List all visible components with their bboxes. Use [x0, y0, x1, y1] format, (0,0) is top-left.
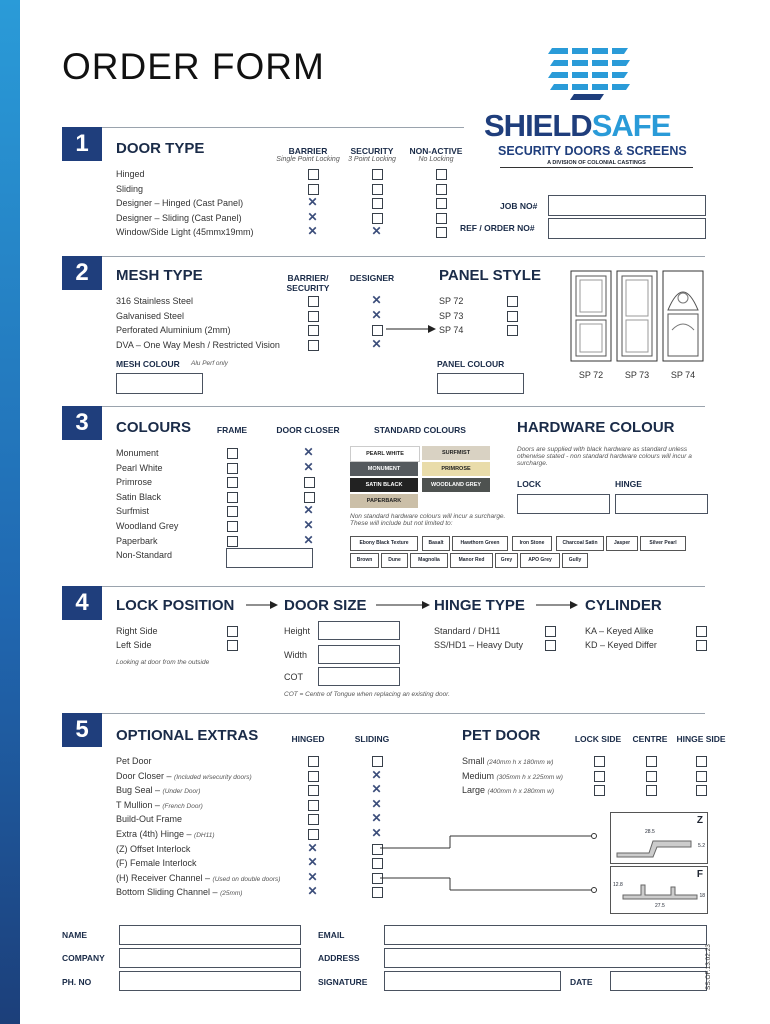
- colour-row-label: Pearl White: [116, 462, 163, 473]
- pet-position-checkbox[interactable]: [594, 756, 605, 767]
- address-label: ADDRESS: [318, 953, 360, 963]
- name-field[interactable]: [119, 925, 301, 945]
- panel-style-heading: PANEL STYLE: [439, 267, 541, 284]
- non-standard-chip: Iron Stone: [512, 536, 552, 551]
- arrow-icon: [246, 600, 278, 610]
- col-standard-colours: STANDARD COLOURS: [374, 425, 466, 435]
- mesh-row-label: 316 Stainless Steel: [116, 296, 194, 306]
- panel-checkbox[interactable]: [507, 296, 518, 307]
- company-label: COMPANY: [62, 953, 105, 963]
- panel-sp73-label: SP 73: [624, 370, 650, 380]
- standard-colour-swatch: WOODLAND GREY: [422, 478, 490, 492]
- mesh-checkbox[interactable]: [372, 325, 383, 336]
- panel-sp74-drawing: [662, 270, 704, 362]
- lock-position-heading: LOCK POSITION: [116, 597, 235, 614]
- extra-note: (Used on double doors): [212, 875, 281, 883]
- z-interlock-drawing: [610, 812, 708, 864]
- panel-colour-field[interactable]: [437, 373, 524, 394]
- colour-row-label: Monument: [116, 448, 159, 458]
- col-designer: DESIGNER: [349, 273, 395, 283]
- section-3-number: 3: [62, 406, 102, 440]
- pet-size-label: [462, 756, 553, 766]
- phone-label: PH. NO: [62, 977, 92, 987]
- brand-logo: [484, 40, 709, 175]
- extra-name: (F) Female Interlock: [116, 858, 197, 869]
- z-profile-icon: [615, 835, 695, 859]
- pet-position-checkbox[interactable]: [696, 785, 707, 796]
- door-closer-x-icon: ✕: [303, 532, 314, 547]
- door-type-checkbox[interactable]: [436, 213, 447, 224]
- colours-heading: COLOURS: [116, 419, 191, 436]
- col-door-closer: DOOR CLOSER: [276, 425, 340, 435]
- panel-row-label: SP 72: [439, 296, 464, 306]
- section-1-number: 1: [62, 127, 102, 161]
- non-standard-chip: Dune: [381, 553, 408, 568]
- door-type-row-label: Designer – Sliding (Cast Panel): [116, 212, 242, 223]
- extra-name: (Z) Offset Interlock: [116, 843, 191, 854]
- extra-row-label: [116, 858, 197, 868]
- non-standard-chip: Silver Pearl: [640, 536, 686, 551]
- f-dim-height: 12.8: [613, 882, 623, 888]
- non-standard-chip: APO Grey: [520, 553, 560, 568]
- keyed-differ-label: KD – Keyed Differ: [585, 640, 657, 650]
- z-dim-height: 5.2: [698, 843, 705, 849]
- interlock-leader-lines: [380, 828, 620, 898]
- col-barrier-sub: Single Point Locking: [276, 156, 340, 163]
- non-standard-chip: Magnolia: [410, 553, 448, 568]
- door-closer-checkbox[interactable]: [304, 477, 315, 488]
- cot-note: COT = Centre of Tongue when replacing an existing door.: [284, 691, 450, 698]
- brand-name-a: SHIELD: [484, 108, 592, 143]
- standard-colour-swatch: PEARL WHITE: [350, 446, 420, 462]
- pet-size-name: Large: [462, 785, 488, 796]
- extra-note: (Included w/security doors): [174, 773, 252, 781]
- frame-checkbox[interactable]: [227, 521, 238, 532]
- extra-x-icon: ✕: [371, 811, 382, 826]
- colour-row-label: Primrose: [116, 477, 153, 488]
- extra-x-icon: ✕: [371, 782, 382, 797]
- hinge-colour-label: HINGE: [615, 479, 642, 489]
- company-field[interactable]: [119, 948, 301, 968]
- hardware-colour-heading: HARDWARE COLOUR: [517, 419, 675, 436]
- ref-no-field[interactable]: [548, 218, 706, 239]
- col-non-active: NON-ACTIVE: [409, 146, 463, 156]
- door-type-checkbox[interactable]: [436, 184, 447, 195]
- f-profile-icon: [621, 881, 701, 901]
- extra-checkbox[interactable]: [308, 771, 319, 782]
- z-dim-width: 28.5: [645, 829, 655, 835]
- pet-size-label: [462, 771, 563, 781]
- document-code: SS.OF.13.02.23: [705, 944, 712, 990]
- mesh-colour-field[interactable]: [116, 373, 203, 394]
- non-standard-chip: Basalt: [422, 536, 450, 551]
- mesh-checkbox[interactable]: [308, 325, 319, 336]
- panel-checkbox[interactable]: [507, 325, 518, 336]
- brand-name-b: SAFE: [591, 108, 671, 143]
- door-size-heading: DOOR SIZE: [284, 597, 367, 614]
- door-type-x-icon: ✕: [307, 209, 318, 224]
- frame-checkbox[interactable]: [227, 448, 238, 459]
- mesh-x-icon: ✕: [371, 336, 382, 351]
- col-frame: FRAME: [216, 425, 248, 435]
- mesh-x-icon: ✕: [371, 307, 382, 322]
- col-sliding: SLIDING: [354, 734, 390, 744]
- extra-x-icon: ✕: [307, 855, 318, 870]
- hinge-colour-field[interactable]: [615, 494, 708, 514]
- panel-sp74-label: SP 74: [670, 370, 696, 380]
- door-type-checkbox[interactable]: [436, 169, 447, 180]
- extra-name: Door Closer –: [116, 770, 175, 781]
- colour-row-label: Woodland Grey: [116, 521, 179, 531]
- extra-name: T Mullion –: [116, 799, 163, 810]
- door-closer-x-icon: ✕: [303, 459, 314, 474]
- keyed-differ-checkbox[interactable]: [696, 640, 707, 651]
- hinge-type-heading: HINGE TYPE: [434, 597, 525, 614]
- f-dim-width: 27.5: [655, 903, 665, 909]
- mesh-colour-label: MESH COLOUR: [116, 359, 180, 369]
- frame-checkbox[interactable]: [227, 477, 238, 488]
- shield-logo-icon: [544, 42, 634, 104]
- non-standard-chip: Gully: [562, 553, 588, 568]
- f-label: F: [696, 869, 703, 880]
- date-label: DATE: [570, 977, 593, 987]
- section-3-rule: [102, 406, 705, 407]
- door-type-x-icon: ✕: [307, 224, 318, 239]
- cot-label: COT: [284, 672, 303, 682]
- col-hinged: HINGED: [291, 734, 325, 744]
- extra-name: Bug Seal –: [116, 785, 163, 796]
- email-field[interactable]: [384, 925, 707, 945]
- width-label: Width: [284, 650, 308, 660]
- door-type-checkbox[interactable]: [308, 184, 319, 195]
- address-field[interactable]: [384, 948, 707, 968]
- door-type-row-label: Window/Side Light (45mmx19mm): [116, 227, 254, 238]
- extra-checkbox[interactable]: [308, 756, 319, 767]
- brand-tagline: SECURITY DOORS & SCREENS: [498, 144, 687, 158]
- mesh-checkbox[interactable]: [308, 296, 319, 307]
- extra-checkbox[interactable]: [308, 800, 319, 811]
- extra-row-label: [116, 785, 200, 795]
- extra-name: (H) Receiver Channel –: [116, 872, 213, 883]
- extra-checkbox[interactable]: [308, 814, 319, 825]
- hardware-colour-note: Doors are supplied with black hardware as standard unless otherwise stated - non standard hardware colours will incur a surcharge.: [517, 446, 692, 467]
- extra-x-icon: ✕: [371, 796, 382, 811]
- extra-name: Build-Out Frame: [116, 814, 183, 825]
- pet-position-checkbox[interactable]: [646, 756, 657, 767]
- non-standard-chip: Ebony Black Texture: [350, 536, 418, 551]
- frame-checkbox[interactable]: [227, 492, 238, 503]
- right-side-checkbox[interactable]: [227, 626, 238, 637]
- cylinder-heading: CYLINDER: [585, 597, 662, 614]
- extra-note: (French Door): [162, 802, 203, 810]
- height-field[interactable]: [318, 621, 400, 640]
- extra-note: (25mm): [220, 890, 243, 898]
- door-type-row-label: Designer – Hinged (Cast Panel): [116, 198, 244, 209]
- extra-row-label: [116, 829, 215, 839]
- door-type-x-icon: ✕: [307, 195, 318, 210]
- non-standard-chip: Hawthorn Green: [452, 536, 508, 551]
- col-barrier-security: BARRIER/ SECURITY: [286, 273, 330, 293]
- extra-checkbox[interactable]: [308, 785, 319, 796]
- panel-row-label: SP 73: [439, 310, 464, 321]
- standard-colour-swatch: PAPERBARK: [350, 494, 418, 508]
- job-no-field[interactable]: [548, 195, 706, 216]
- door-type-x-icon: ✕: [371, 224, 382, 239]
- extra-row-label: [116, 771, 252, 781]
- name-label: NAME: [62, 930, 88, 940]
- col-lock-side: LOCK SIDE: [574, 734, 622, 744]
- pet-size-dims: (305mm h x 225mm w): [496, 773, 563, 781]
- door-closer-x-icon: ✕: [303, 445, 314, 459]
- col-hinge-side: HINGE SIDE: [676, 734, 726, 744]
- ref-no-label: REF / ORDER NO#: [460, 223, 535, 233]
- non-standard-chip: Manor Red: [450, 553, 493, 568]
- standard-colour-swatch: MONUMENT: [350, 462, 418, 476]
- non-standard-note: Non standard hardware colours will incur a surcharge. These will include but not limited to:: [350, 513, 506, 527]
- door-closer-x-icon: ✕: [303, 518, 314, 532]
- panel-row-label: SP 74: [439, 325, 464, 336]
- section-5-rule: [102, 713, 705, 714]
- extra-x-icon: ✕: [307, 884, 318, 899]
- extra-row-label: [116, 887, 242, 897]
- arrow-icon: [376, 600, 430, 610]
- extra-x-icon: ✕: [371, 826, 382, 840]
- section-1-rule: [102, 127, 464, 128]
- pet-position-checkbox[interactable]: [646, 771, 657, 782]
- optional-extras-heading: OPTIONAL EXTRAS: [116, 727, 259, 744]
- pet-size-dims: (400mm h x 280mm w): [487, 788, 554, 796]
- extra-row-label: [116, 814, 182, 824]
- phone-field[interactable]: [119, 971, 301, 991]
- col-security: SECURITY: [350, 146, 394, 156]
- panel-checkbox[interactable]: [507, 311, 518, 322]
- pet-position-checkbox[interactable]: [594, 785, 605, 796]
- door-type-checkbox[interactable]: [372, 184, 383, 195]
- pet-position-checkbox[interactable]: [696, 771, 707, 782]
- col-centre: CENTRE: [632, 734, 668, 744]
- colour-row-label: Paperbark: [116, 535, 158, 546]
- frame-checkbox[interactable]: [227, 463, 238, 474]
- mesh-checkbox[interactable]: [308, 340, 319, 351]
- standard-colour-swatch: PRIMROSE: [422, 462, 490, 476]
- door-type-checkbox[interactable]: [372, 198, 383, 209]
- section-4-number: 4: [62, 586, 102, 620]
- col-non-active-sub: No Locking: [418, 156, 454, 163]
- extra-note: (DH11): [194, 832, 215, 839]
- keyed-alike-checkbox[interactable]: [696, 626, 707, 637]
- width-field[interactable]: [318, 645, 400, 664]
- email-label: EMAIL: [318, 930, 345, 940]
- door-type-checkbox[interactable]: [308, 169, 319, 180]
- mesh-checkbox[interactable]: [308, 311, 319, 322]
- pet-door-heading: PET DOOR: [462, 727, 541, 744]
- hinge-heavy-checkbox[interactable]: [545, 640, 556, 651]
- mesh-x-icon: ✕: [371, 293, 382, 307]
- job-no-label: JOB NO#: [500, 201, 538, 211]
- panel-sp72-label: SP 72: [578, 370, 604, 380]
- door-type-row-label: Sliding: [116, 183, 144, 194]
- mesh-row-label: Galvanised Steel: [116, 310, 185, 321]
- pet-size-label: [462, 785, 554, 795]
- extra-row-label: [116, 844, 190, 854]
- arrow-icon: [536, 600, 578, 610]
- frame-checkbox[interactable]: [227, 536, 238, 547]
- side-accent-bar: [0, 0, 20, 1024]
- section-4-rule: [102, 586, 705, 587]
- extra-x-icon: ✕: [307, 840, 318, 855]
- lock-colour-field[interactable]: [517, 494, 610, 514]
- mesh-row-label: Perforated Aluminium (2mm): [116, 325, 231, 336]
- keyed-alike-label: KA – Keyed Alike: [585, 626, 654, 636]
- lock-colour-label: LOCK: [517, 479, 542, 489]
- extra-name: Extra (4th) Hinge –: [116, 829, 195, 839]
- panel-sp72-drawing: [570, 270, 612, 362]
- door-type-heading: DOOR TYPE: [116, 140, 205, 157]
- mesh-type-heading: MESH TYPE: [116, 267, 203, 284]
- extra-name: Bottom Sliding Channel –: [116, 887, 221, 898]
- door-type-checkbox[interactable]: [372, 213, 383, 224]
- door-closer-checkbox[interactable]: [304, 492, 315, 503]
- hinge-heavy-label: SS/HD1 – Heavy Duty: [434, 640, 524, 650]
- frame-checkbox[interactable]: [227, 506, 238, 517]
- z-label: Z: [696, 815, 703, 826]
- panel-colour-label: PANEL COLOUR: [437, 359, 505, 369]
- section-2-number: 2: [62, 256, 102, 290]
- arrow-icon: [386, 324, 436, 334]
- extra-row-label: [116, 873, 280, 883]
- non-standard-colour-field[interactable]: [226, 548, 313, 568]
- extra-name: Pet Door: [116, 756, 152, 766]
- looking-note: Looking at door from the outside: [116, 659, 210, 666]
- extra-row-label: [116, 756, 152, 766]
- pet-size-name: Small: [462, 756, 488, 766]
- mesh-row-label: DVA – One Way Mesh / Restricted Vision: [116, 339, 280, 350]
- pet-size-dims: (240mm h x 180mm w): [487, 759, 554, 766]
- colour-row-label: Non-Standard: [116, 550, 173, 561]
- f-dim-depth: 18: [699, 893, 705, 899]
- standard-colour-swatch: SURFMIST: [422, 446, 490, 460]
- hinge-standard-checkbox[interactable]: [545, 626, 556, 637]
- non-standard-chip: Grey: [495, 553, 518, 568]
- cot-field[interactable]: [318, 667, 400, 686]
- signature-label: SIGNATURE: [318, 977, 368, 987]
- panel-sp73-drawing: [616, 270, 658, 362]
- extra-row-label: [116, 800, 203, 810]
- left-side-label: Left Side: [116, 640, 152, 650]
- non-standard-chip: Charcoal Satin: [556, 536, 604, 551]
- section-2-rule: [102, 256, 705, 257]
- extra-note: (Under Door): [162, 788, 201, 796]
- door-type-row-label: Hinged: [116, 169, 145, 179]
- section-5-number: 5: [62, 713, 102, 747]
- door-type-checkbox[interactable]: [372, 169, 383, 180]
- hinge-standard-label: Standard / DH11: [434, 626, 501, 636]
- signature-field[interactable]: [384, 971, 561, 991]
- f-interlock-drawing: [610, 866, 708, 914]
- colour-row-label: Satin Black: [116, 491, 162, 502]
- colour-row-label: Surfmist: [116, 506, 150, 517]
- date-field[interactable]: [610, 971, 707, 991]
- mesh-colour-note: Alu Perf only: [191, 360, 228, 367]
- door-type-checkbox[interactable]: [436, 227, 447, 238]
- pet-position-checkbox[interactable]: [646, 785, 657, 796]
- door-type-checkbox[interactable]: [436, 198, 447, 209]
- extra-x-icon: ✕: [371, 767, 382, 782]
- brand-division: A DIVISION OF COLONIAL CASTINGS: [500, 160, 693, 168]
- extra-checkbox[interactable]: [308, 829, 319, 840]
- col-security-sub: 3 Point Locking: [348, 156, 396, 163]
- pet-size-name: Medium: [462, 770, 497, 781]
- door-closer-x-icon: ✕: [303, 503, 314, 518]
- page-title: ORDER FORM: [62, 46, 325, 87]
- pet-position-checkbox[interactable]: [594, 771, 605, 782]
- pet-position-checkbox[interactable]: [696, 756, 707, 767]
- extra-x-icon: ✕: [307, 869, 318, 884]
- non-standard-chip: Jasper: [606, 536, 638, 551]
- col-barrier: BARRIER: [288, 146, 328, 156]
- height-label: Height: [284, 626, 311, 636]
- standard-colour-swatch: SATIN BLACK: [350, 478, 418, 492]
- left-side-checkbox[interactable]: [227, 640, 238, 651]
- right-side-label: Right Side: [116, 626, 158, 636]
- non-standard-chip: Brown: [350, 553, 379, 568]
- extra-checkbox[interactable]: [372, 756, 383, 767]
